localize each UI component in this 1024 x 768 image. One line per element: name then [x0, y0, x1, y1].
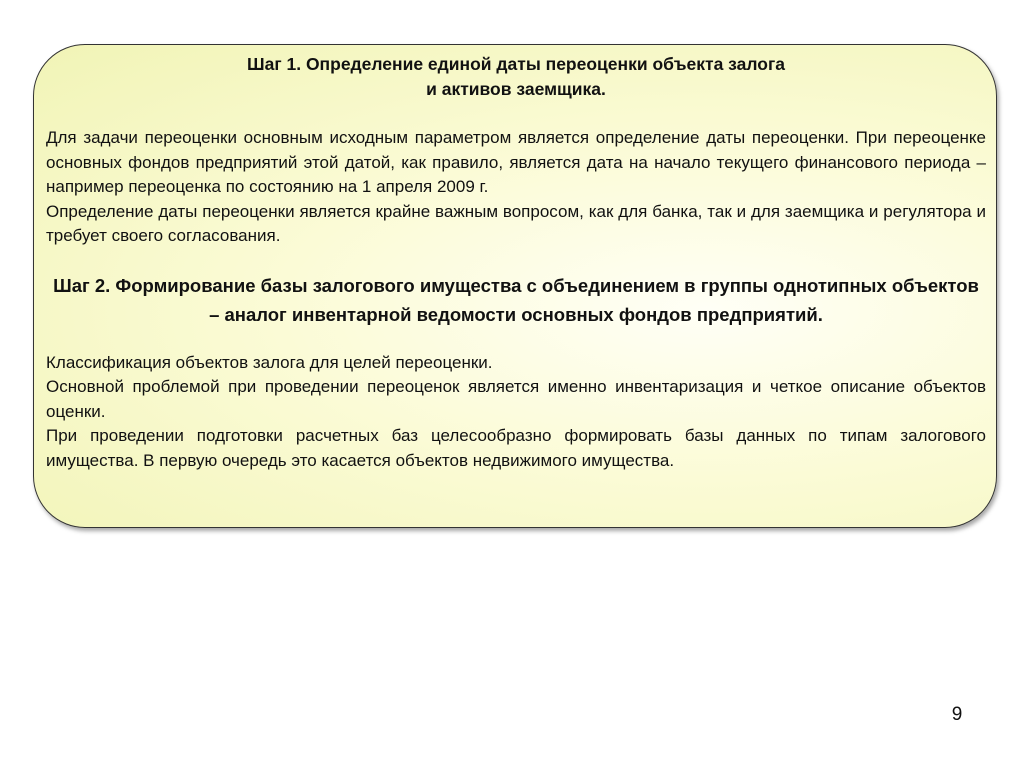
- step1-paragraph: Для задачи переоценки основным исходным параметром является определение даты переоценки. При переоценке основных фондов предприятий этой датой, как правило, является дата на начало текущего финансового периода – например переоценка по состоянию на 1 апреля 2009 г.: [46, 128, 986, 196]
- panel-content: [46, 52, 986, 473]
- step2-paragraph: Классификация объектов залога для целей переоценки.: [46, 352, 493, 372]
- step2-paragraph: Основной проблемой при проведении переоценок является именно инвентаризация и четкое описание объектов оценки.: [46, 377, 986, 421]
- step1-heading: [46, 52, 986, 102]
- step1-heading-line1: Шаг 1. Определение единой даты переоценки объекта залога: [247, 54, 785, 74]
- page-number: 9: [951, 704, 963, 725]
- spacer: [46, 329, 986, 351]
- step1-paragraph: Определение даты переоценки является крайне важным вопросом, как для банка, так и для заемщика и регулятора и требует своего согласования.: [46, 201, 986, 245]
- spacer: [46, 249, 986, 271]
- spacer: [46, 102, 986, 126]
- step1-heading-line2: и активов заемщика.: [426, 79, 606, 99]
- step2-heading: Шаг 2. Формирование базы залогового имущества с объединением в группы однотипных объектов – аналог инвентарной ведомости основных фондов предприятий.: [53, 274, 979, 325]
- step2-paragraph: При проведении подготовки расчетных баз целесообразно формировать базы данных по типам залогового имущества. В первую очередь это касается объектов недвижимого имущества.: [46, 426, 986, 470]
